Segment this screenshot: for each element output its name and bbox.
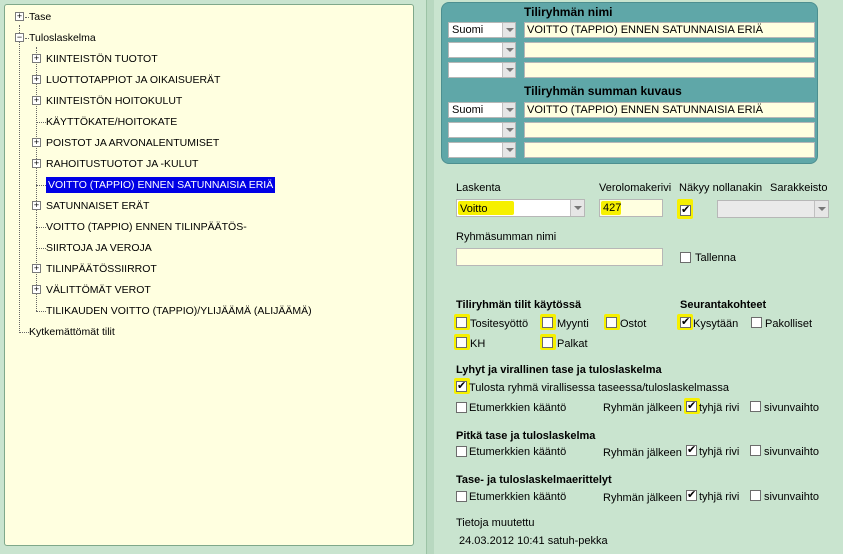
myynti-label: Myynti [557,318,589,330]
kysytaan-checkbox[interactable] [680,317,691,328]
tallenna-label: Tallenna [695,252,736,264]
palkat-label: Palkat [557,338,588,350]
language-select[interactable] [448,62,516,78]
after-group-label: Ryhmän jälkeen [603,402,682,414]
tositesyotto-label: Tositesyöttö [470,318,529,330]
tree-item-label: TILIKAUDEN VOITTO (TAPPIO)/YLIJÄÄMÄ (ALIJÄÄMÄ) [46,305,312,317]
expand-icon[interactable]: + [33,74,40,84]
sarakkeisto-label: Sarakkeisto [770,182,828,194]
tree-item-label: Kytkemättömät tilit [29,326,115,338]
page-break-checkbox[interactable] [750,401,761,412]
sign-reverse-checkbox[interactable] [456,446,467,457]
language-select[interactable] [448,102,516,118]
laskenta-value: Voitto [460,203,488,215]
page-break-label: sivunvaihto [764,491,820,503]
long-report-title: Pitkä tase ja tuloslaskelma [456,430,596,442]
sign-reverse-label: Etumerkkien kääntö [469,491,567,503]
expand-icon[interactable]: + [33,284,40,294]
chevron-down-icon[interactable] [502,43,515,57]
chevron-down-icon[interactable] [502,23,515,37]
kh-checkbox[interactable] [456,337,467,348]
kh-label: KH [470,338,486,350]
account-tree[interactable] [4,4,414,546]
short-report-title: Lyhyt ja virallinen tase ja tuloslaskelma [456,364,662,376]
tracking-title: Seurantakohteet [680,299,767,311]
empty-row-label: tyhjä rivi [699,402,740,414]
sign-reverse-checkbox[interactable] [456,402,467,413]
group-name-title: Tiliryhmän nimi [524,5,613,19]
empty-row-label: tyhjä rivi [699,491,740,503]
pakolliset-label: Pakolliset [765,318,813,330]
verolomakerivi-field[interactable] [599,199,663,217]
palkat-checkbox[interactable] [542,337,553,348]
print-official-checkbox[interactable] [456,381,467,392]
group-sum-field[interactable] [524,142,815,158]
expand-icon[interactable]: + [33,158,40,168]
collapse-icon[interactable]: − [16,32,23,42]
expand-icon[interactable]: + [33,53,40,63]
ryhmasumma-label: Ryhmäsumman nimi [456,231,557,243]
chevron-down-icon[interactable] [502,63,515,77]
nakyy-nollanakin-label: Näkyy nollanakin [679,182,763,194]
tree-item-label: VOITTO (TAPPIO) ENNEN TILINPÄÄTÖS- [46,221,247,233]
tree-item-label: TILINPÄÄTÖSSIIRROT [46,263,157,275]
ostot-label: Ostot [620,318,647,330]
panel-splitter[interactable] [426,0,434,554]
after-group-label: Ryhmän jälkeen [603,492,682,504]
laskenta-select[interactable] [456,199,585,217]
tree-item-label: KIINTEISTÖN HOITOKULUT [46,95,183,107]
empty-row-checkbox[interactable] [686,445,697,456]
chevron-down-icon[interactable] [502,143,515,157]
ostot-checkbox[interactable] [606,317,617,328]
chevron-down-icon[interactable] [570,200,584,216]
chevron-down-icon[interactable] [502,103,515,117]
expand-icon[interactable]: + [33,95,40,105]
language-select[interactable] [448,142,516,158]
tree-item-label: SATUNNAISET ERÄT [46,200,150,212]
sign-reverse-label: Etumerkkien kääntö [469,402,567,414]
empty-row-label: tyhjä rivi [699,446,740,458]
chevron-down-icon[interactable] [502,123,515,137]
group-name-box [441,2,818,164]
tree-item-label: KIINTEISTÖN TUOTOT [46,53,158,65]
expand-icon[interactable]: + [33,263,40,273]
language-value: Suomi [452,104,484,116]
laskenta-label: Laskenta [456,182,501,194]
sign-reverse-checkbox[interactable] [456,491,467,502]
expand-icon[interactable]: + [33,200,40,210]
page-break-label: sivunvaihto [764,446,820,458]
after-group-label: Ryhmän jälkeen [603,447,682,459]
group-name-field[interactable] [524,42,815,58]
language-select[interactable] [448,42,516,58]
tree-guide-line [19,25,20,333]
language-select[interactable] [448,22,516,38]
tree-item-label: VÄLITTÖMÄT VEROT [46,284,151,296]
sign-reverse-label: Etumerkkien kääntö [469,446,567,458]
tree-item-label: Tuloslaskelma [29,32,96,44]
pakolliset-checkbox[interactable] [751,317,762,328]
sarakkeisto-select[interactable] [717,200,829,218]
empty-row-checkbox[interactable] [686,401,697,412]
verolomake-label: Verolomakerivi [599,182,672,194]
group-details-panel [434,0,843,554]
tree-item-label: VOITTO (TAPPIO) ENNEN SATUNNAISIA ERIÄ [48,179,274,191]
page-break-checkbox[interactable] [750,490,761,501]
modified-value: 24.03.2012 10:41 satuh-pekka [459,535,608,547]
group-name-field[interactable]: VOITTO (TAPPIO) ENNEN SATUNNAISIA ERIÄ [524,22,815,38]
group-sum-field[interactable] [524,122,815,138]
tallenna-checkbox[interactable] [680,252,691,263]
page-break-checkbox[interactable] [750,445,761,456]
group-name-field[interactable] [524,62,815,78]
tree-item-label: Tase [29,11,52,23]
tree-item-label: KÄYTTÖKATE/HOITOKATE [46,116,178,128]
group-sum-field[interactable]: VOITTO (TAPPIO) ENNEN SATUNNAISIA ERIÄ [524,102,815,118]
tree-item-label: LUOTTOTAPPIOT JA OIKAISUERÄT [46,74,221,86]
page-break-label: sivunvaihto [764,402,820,414]
empty-row-checkbox[interactable] [686,490,697,501]
tree-item-label: RAHOITUSTUOTOT JA -KULUT [46,158,199,170]
accounts-in-use-title: Tiliryhmän tilit käytössä [456,299,582,311]
expand-icon[interactable]: + [16,11,23,21]
tree-item-label: POISTOT JA ARVONALENTUMISET [46,137,220,149]
print-official-label: Tulosta ryhmä virallisessa taseessa/tuloslaskelmassa [469,382,730,394]
modified-label: Tietoja muutettu [456,517,535,529]
spec-report-title: Tase- ja tuloslaskelmaerittelyt [456,474,612,486]
chevron-down-icon[interactable] [814,201,828,217]
expand-icon[interactable]: + [33,137,40,147]
nakyy-nollanakin-checkbox[interactable] [680,205,691,216]
language-value: Suomi [452,24,484,36]
myynti-checkbox[interactable] [542,317,553,328]
tree-item-label: SIIRTOJA JA VEROJA [46,242,152,254]
tositesyotto-checkbox[interactable] [456,317,467,328]
verolomakerivi-value: 427 [603,202,622,214]
ryhmasumma-field[interactable] [456,248,663,266]
group-sum-title: Tiliryhmän summan kuvaus [524,84,682,98]
kysytaan-label: Kysytään [693,318,739,330]
language-select[interactable] [448,122,516,138]
